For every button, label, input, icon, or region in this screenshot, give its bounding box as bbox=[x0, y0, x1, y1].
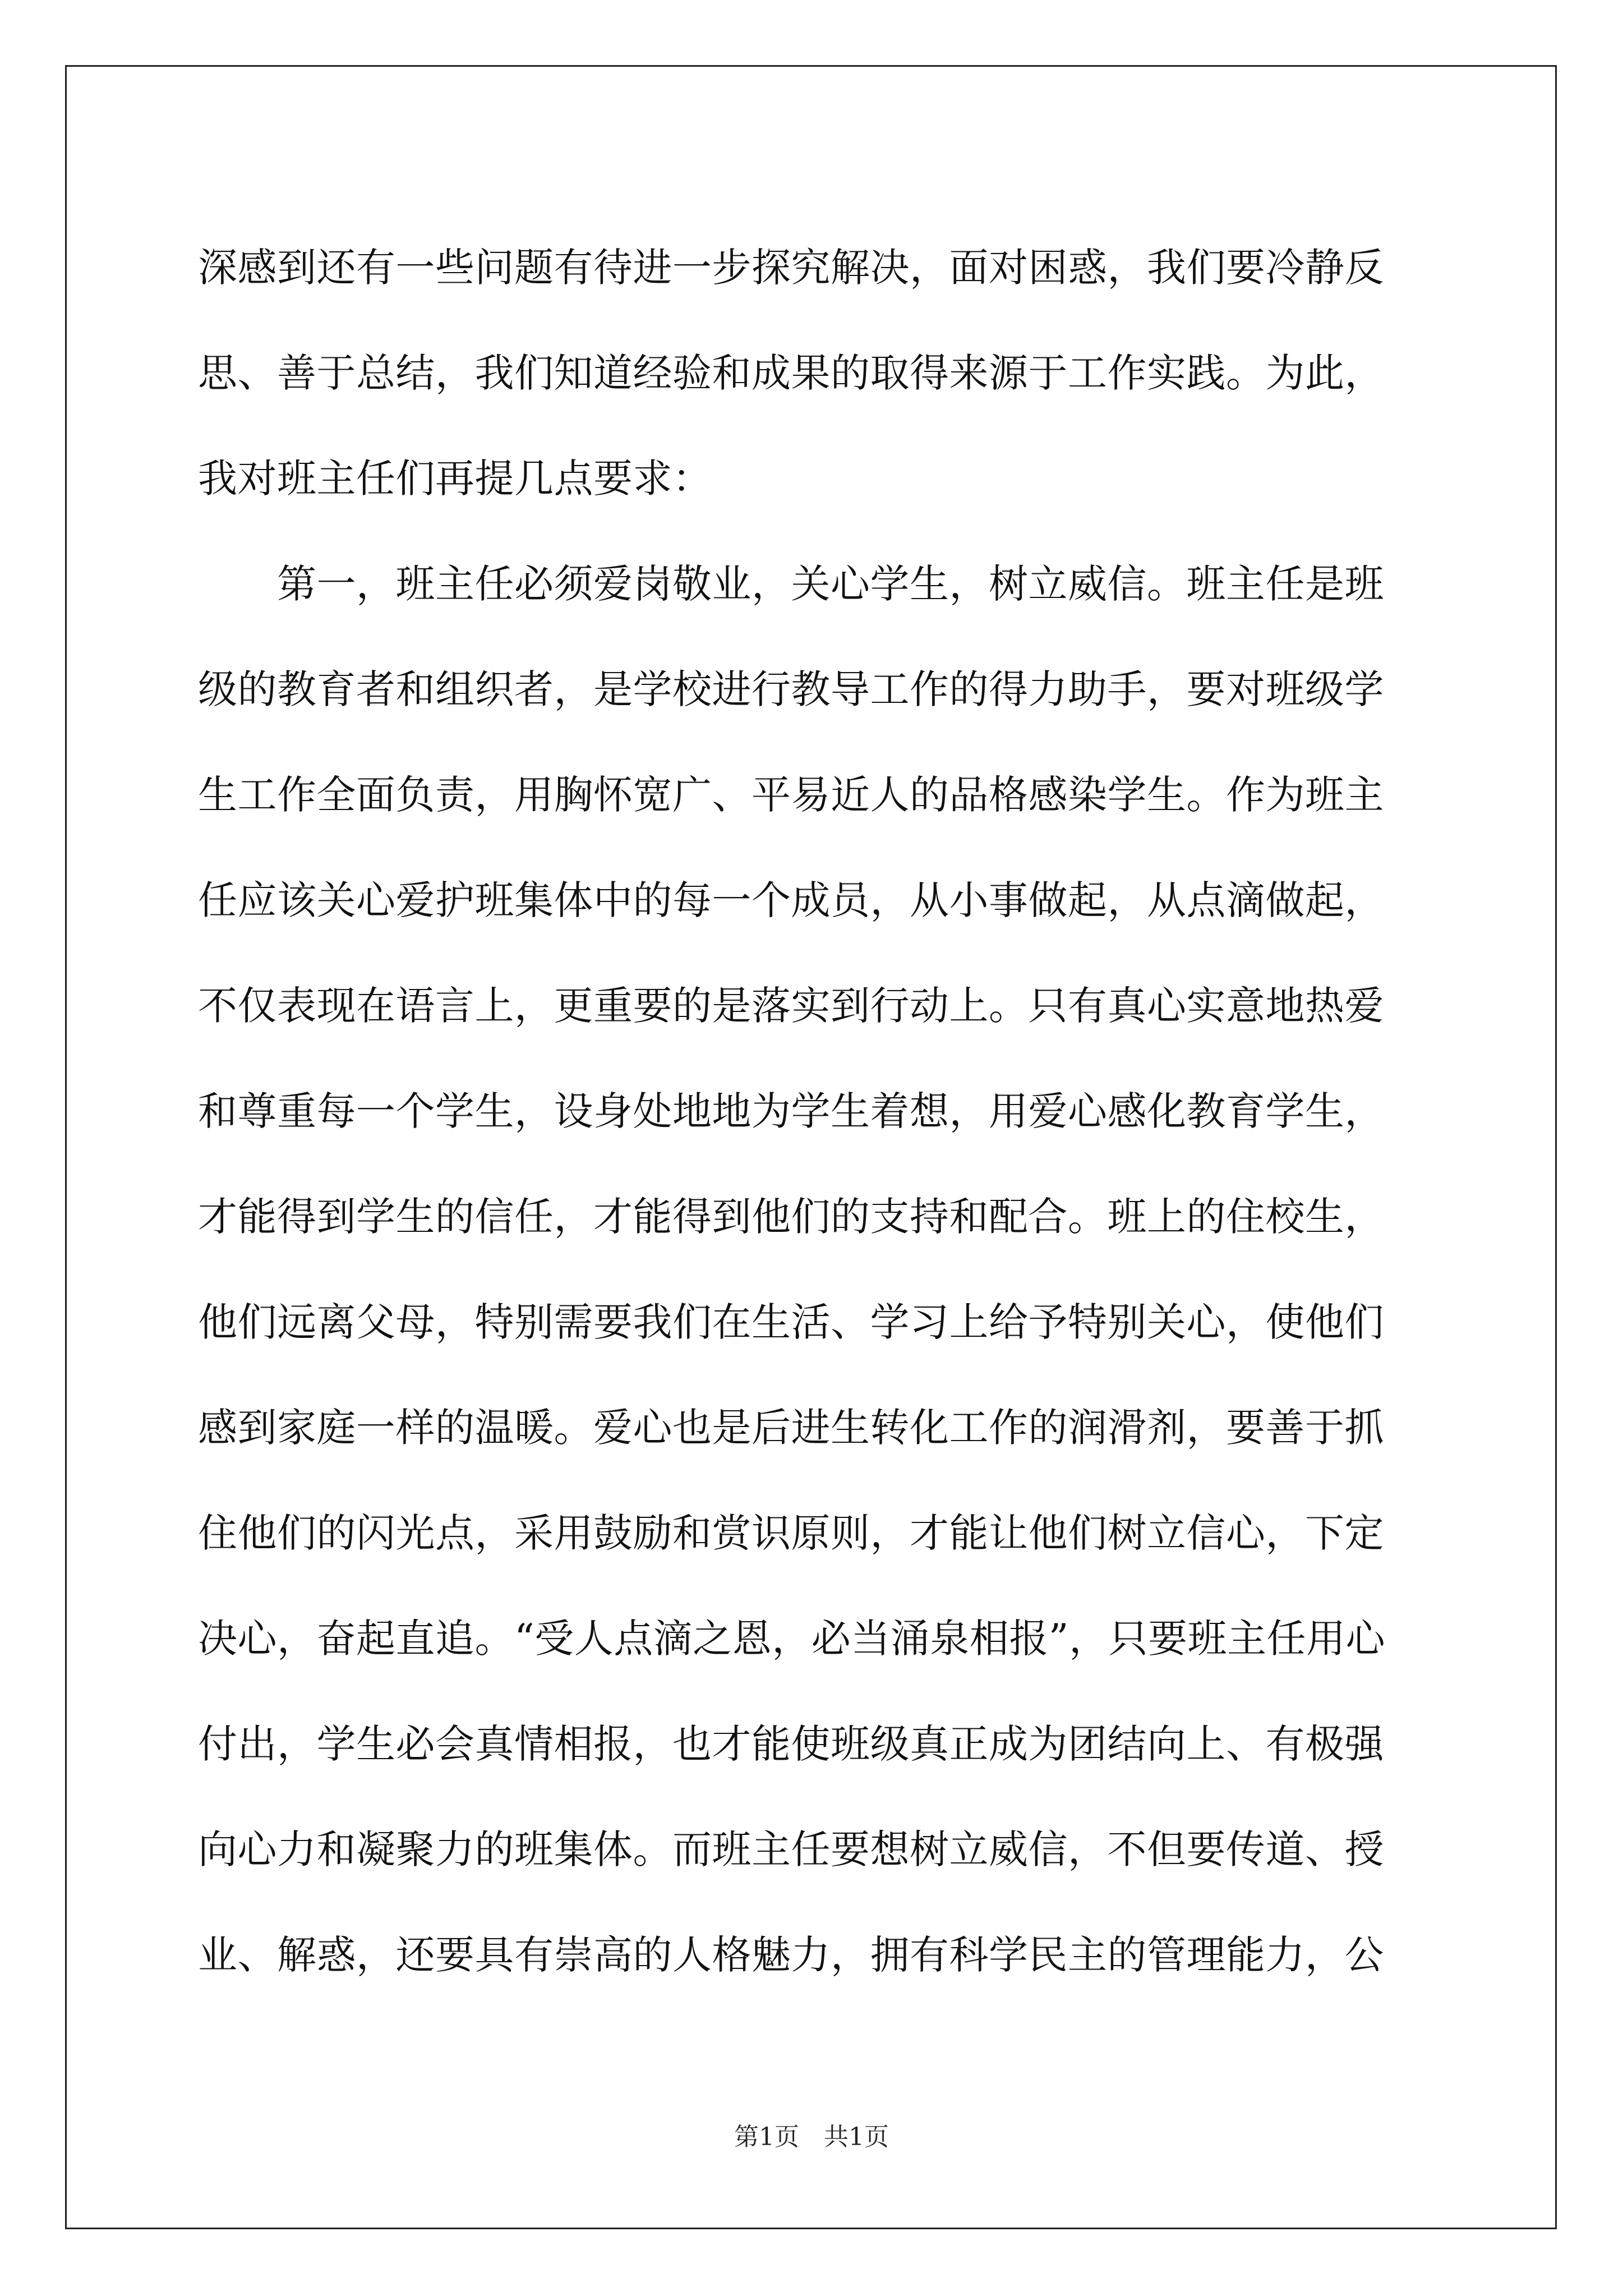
text-line-6: 生工作全面负责，用胸怀宽广、平易近人的品格感染学生。作为班主 bbox=[198, 772, 1384, 818]
text-line-1: 深感到还有一些问题有待进一步探究解决，面对困惑，我们要冷静反 bbox=[198, 245, 1384, 291]
text-line-2: 思、善于总结，我们知道经验和成果的取得来源于工作实践。为此， bbox=[198, 350, 1384, 396]
text-line-16: 向心力和凝聚力的班集体。而班主任要想树立威信，不但要传道、授 bbox=[198, 1826, 1384, 1872]
text-line-10: 才能得到学生的信任，才能得到他们的支持和配合。班上的住校生， bbox=[198, 1194, 1384, 1240]
text-line-17: 业、解惑，还要具有崇高的人格魅力，拥有科学民主的管理能力，公 bbox=[198, 1932, 1384, 1978]
text-line-4: 第一，班主任必须爱岗敬业，关心学生，树立威信。班主任是班 bbox=[198, 561, 1384, 607]
text-line-3: 我对班主任们再提几点要求： bbox=[198, 455, 712, 501]
document-body bbox=[198, 215, 1421, 2008]
text-line-8: 不仅表现在语言上，更重要的是落实到行动上。只有真心实意地热爱 bbox=[198, 983, 1384, 1029]
text-line-5: 级的教育者和组织者，是学校进行教导工作的得力助手，要对班级学 bbox=[198, 666, 1384, 712]
text-line-13: 住他们的闪光点，采用鼓励和赏识原则，才能让他们树立信心，下定 bbox=[198, 1510, 1384, 1556]
text-line-9: 和尊重每一个学生，设身处地地为学生着想，用爱心感化教育学生， bbox=[198, 1088, 1384, 1134]
text-line-12: 感到家庭一样的温暖。爱心也是后进生转化工作的润滑剂，要善于抓 bbox=[198, 1405, 1384, 1451]
page-footer: 第1页 共1页 bbox=[734, 2123, 889, 2151]
text-line-11: 他们远离父母，特别需要我们在生活、学习上给予特别关心，使他们 bbox=[198, 1299, 1384, 1345]
text-line-14: 决心，奋起直追。“受人点滴之恩，必当涌泉相报”，只要班主任用心 bbox=[198, 1616, 1386, 1662]
text-line-7: 任应该关心爱护班集体中的每一个成员，从小事做起，从点滴做起， bbox=[198, 877, 1384, 923]
text-line-15: 付出，学生必会真情相报，也才能使班级真正成为团结向上、有极强 bbox=[198, 1721, 1384, 1767]
